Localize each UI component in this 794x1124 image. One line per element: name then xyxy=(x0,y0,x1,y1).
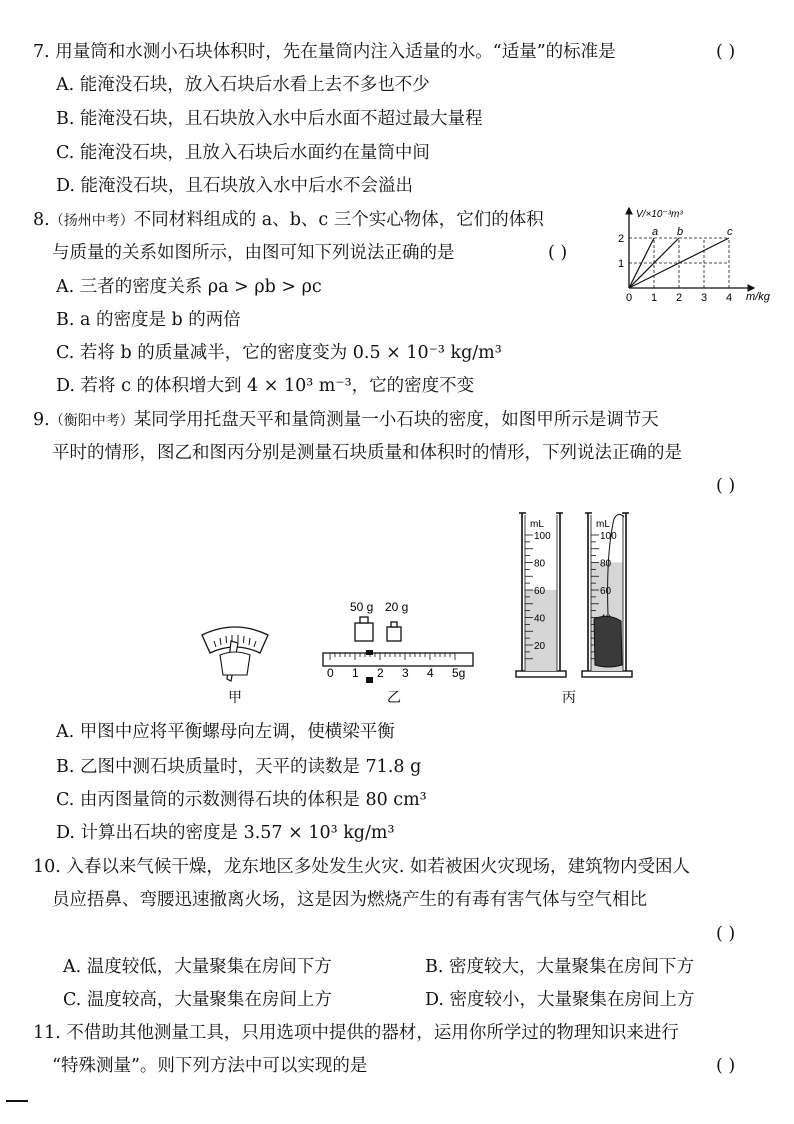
chart-x-tick-label: 4 xyxy=(726,292,733,304)
q9-source: （衡阳中考） xyxy=(49,413,134,429)
q10-option-a: A. 温度较低，大量聚集在房间下方 xyxy=(63,957,332,977)
q10-option-d: D. 密度较小，大量聚集在房间上方 xyxy=(425,990,695,1010)
scale-label: 5g xyxy=(452,666,466,680)
chart-series-label-a: a xyxy=(652,226,659,238)
q8-answer-paren: ( ) xyxy=(548,243,568,263)
q9-stem-line1 xyxy=(33,408,659,433)
weight-50g-label: 50 g xyxy=(350,600,374,614)
scale-bar xyxy=(323,653,473,666)
slider-rider-bottom xyxy=(366,677,373,683)
scale-label: 1 xyxy=(352,666,359,680)
cylinder-mark-label: 40 xyxy=(534,613,546,625)
cylinder-unit-label: mL xyxy=(596,519,610,530)
page-footer-rule xyxy=(6,1100,28,1102)
chart-y-tick-label: 1 xyxy=(618,258,625,270)
chart-x-tick-label: 3 xyxy=(701,292,708,304)
q11-stem-line2: “特殊测量”。则下列方法中可以实现的是 xyxy=(52,1056,368,1076)
q10-option-c: C. 温度较高，大量聚集在房间上方 xyxy=(63,990,332,1010)
q7-stem: 7. 用量筒和水测小石块体积时，先在量筒内注入适量的水。“适量”的标准是 xyxy=(33,42,616,62)
balance-pointer-figure xyxy=(202,627,268,681)
cylinder-mark-label: 60 xyxy=(600,586,612,597)
cylinder-mark-label: 80 xyxy=(534,558,546,570)
q10-answer-paren: ( ) xyxy=(716,924,736,944)
fig-label-jia: 甲 xyxy=(228,689,242,705)
scale-label: 0 xyxy=(327,666,334,680)
q10-stem-line1: 10. 入春以来气候干燥，龙东地区多处发生火灾. 如若被困火灾现场，建筑物内受困人 xyxy=(33,857,691,877)
q11-stem-line1: 11. 不借助其他测量工具，只用选项中提供的器材，运用你所学过的物理知识来进行 xyxy=(33,1023,679,1043)
fig-label-yi: 乙 xyxy=(387,689,401,705)
chart-series-label-b: b xyxy=(677,226,684,238)
fig-label-bing: 丙 xyxy=(562,689,576,705)
q8-option-b: B. a 的密度是 b 的两倍 xyxy=(56,310,241,330)
cylinder-base xyxy=(516,671,566,677)
q9-figures xyxy=(190,505,650,710)
q9-option-d: D. 计算出石块的密度是 3.57 × 10³ kg/m³ xyxy=(56,823,395,843)
q8-volume-mass-chart xyxy=(612,204,784,308)
cylinder-mark-label: 100 xyxy=(534,531,551,542)
chart-x-tick-label: 0 xyxy=(626,292,633,304)
weight-50g xyxy=(355,617,373,641)
chart-x-label: m/kg xyxy=(746,291,770,303)
cylinder-mark-label: 60 xyxy=(534,586,546,597)
q9-number: 9. xyxy=(33,410,50,430)
chart-series-label-c: c xyxy=(727,226,733,238)
q8-stem-line2: 与质量的关系如图所示，由图可知下列说法正确的是 xyxy=(52,243,455,263)
q9-stem-text: 某同学用托盘天平和量筒测量一小石块的密度，如图甲所示是调节天 xyxy=(133,410,659,430)
chart-x-tick-label: 1 xyxy=(651,292,658,304)
cylinder-rock xyxy=(594,616,622,667)
cylinder-mark-label: 80 xyxy=(600,558,612,570)
cylinder-mark-label: 100 xyxy=(600,531,617,542)
q7-answer-paren: ( ) xyxy=(716,42,736,62)
q8-option-a: A. 三者的密度关系 ρa > ρb > ρc xyxy=(56,277,322,297)
q10-option-b: B. 密度较大，大量聚集在房间下方 xyxy=(425,957,694,977)
chart-y-label: V/×10⁻³m³ xyxy=(636,209,683,220)
scale-label: 4 xyxy=(427,666,434,680)
q9-option-a: A. 甲图中应将平衡螺母向左调，使横梁平衡 xyxy=(56,722,395,742)
chart-x-tick-label: 2 xyxy=(676,292,683,304)
cylinder-base xyxy=(582,671,632,677)
q9-option-c: C. 由丙图量筒的示数测得石块的体积是 80 cm³ xyxy=(56,790,427,810)
q8-option-c: C. 若将 b 的质量减半，它的密度变为 0.5 × 10⁻³ kg/m³ xyxy=(56,343,502,363)
q7-option-a: A. 能淹没石块，放入石块后水看上去不多也不少 xyxy=(56,75,430,95)
chart-y-tick-label: 2 xyxy=(618,233,625,245)
q8-stem-line1 xyxy=(33,208,544,233)
q8-number: 8. xyxy=(33,210,50,230)
scale-label: 2 xyxy=(377,666,384,680)
q8-source: （扬州中考） xyxy=(49,213,134,229)
q7-option-c: C. 能淹没石块，且放入石块后水面约在量筒中间 xyxy=(56,143,430,163)
q8-option-d: D. 若将 c 的体积增大到 4 × 10³ m⁻³，它的密度不变 xyxy=(56,376,475,396)
q9-answer-paren: ( ) xyxy=(716,476,736,496)
slider-rider-top xyxy=(366,650,373,655)
q7-option-d: D. 能淹没石块，且石块放入水中后水不会溢出 xyxy=(56,176,414,196)
q7-option-b: B. 能淹没石块，且石块放入水中后水面不超过最大量程 xyxy=(56,109,483,129)
weight-20g-label: 20 g xyxy=(385,600,409,614)
cylinder-mark-label: 20 xyxy=(534,641,546,652)
q11-answer-paren: ( ) xyxy=(716,1056,736,1076)
q9-option-b: B. 乙图中测石块质量时，天平的读数是 71.8 g xyxy=(56,757,422,777)
cylinder-unit-label: mL xyxy=(530,519,544,530)
q8-stem-text: 不同材料组成的 a、b、c 三个实心物体，它们的体积 xyxy=(133,210,544,230)
q10-stem-line2: 员应捂鼻、弯腰迅速撤离火场，这是因为燃烧产生的有毒有害气体与空气相比 xyxy=(52,890,647,910)
weight-20g xyxy=(387,622,401,641)
q9-stem-line2: 平时的情形，图乙和图丙分别是测量石块质量和体积时的情形，下列说法正确的是 xyxy=(52,443,682,463)
scale-label: 3 xyxy=(402,666,409,680)
balance-weights-figure xyxy=(323,600,473,683)
